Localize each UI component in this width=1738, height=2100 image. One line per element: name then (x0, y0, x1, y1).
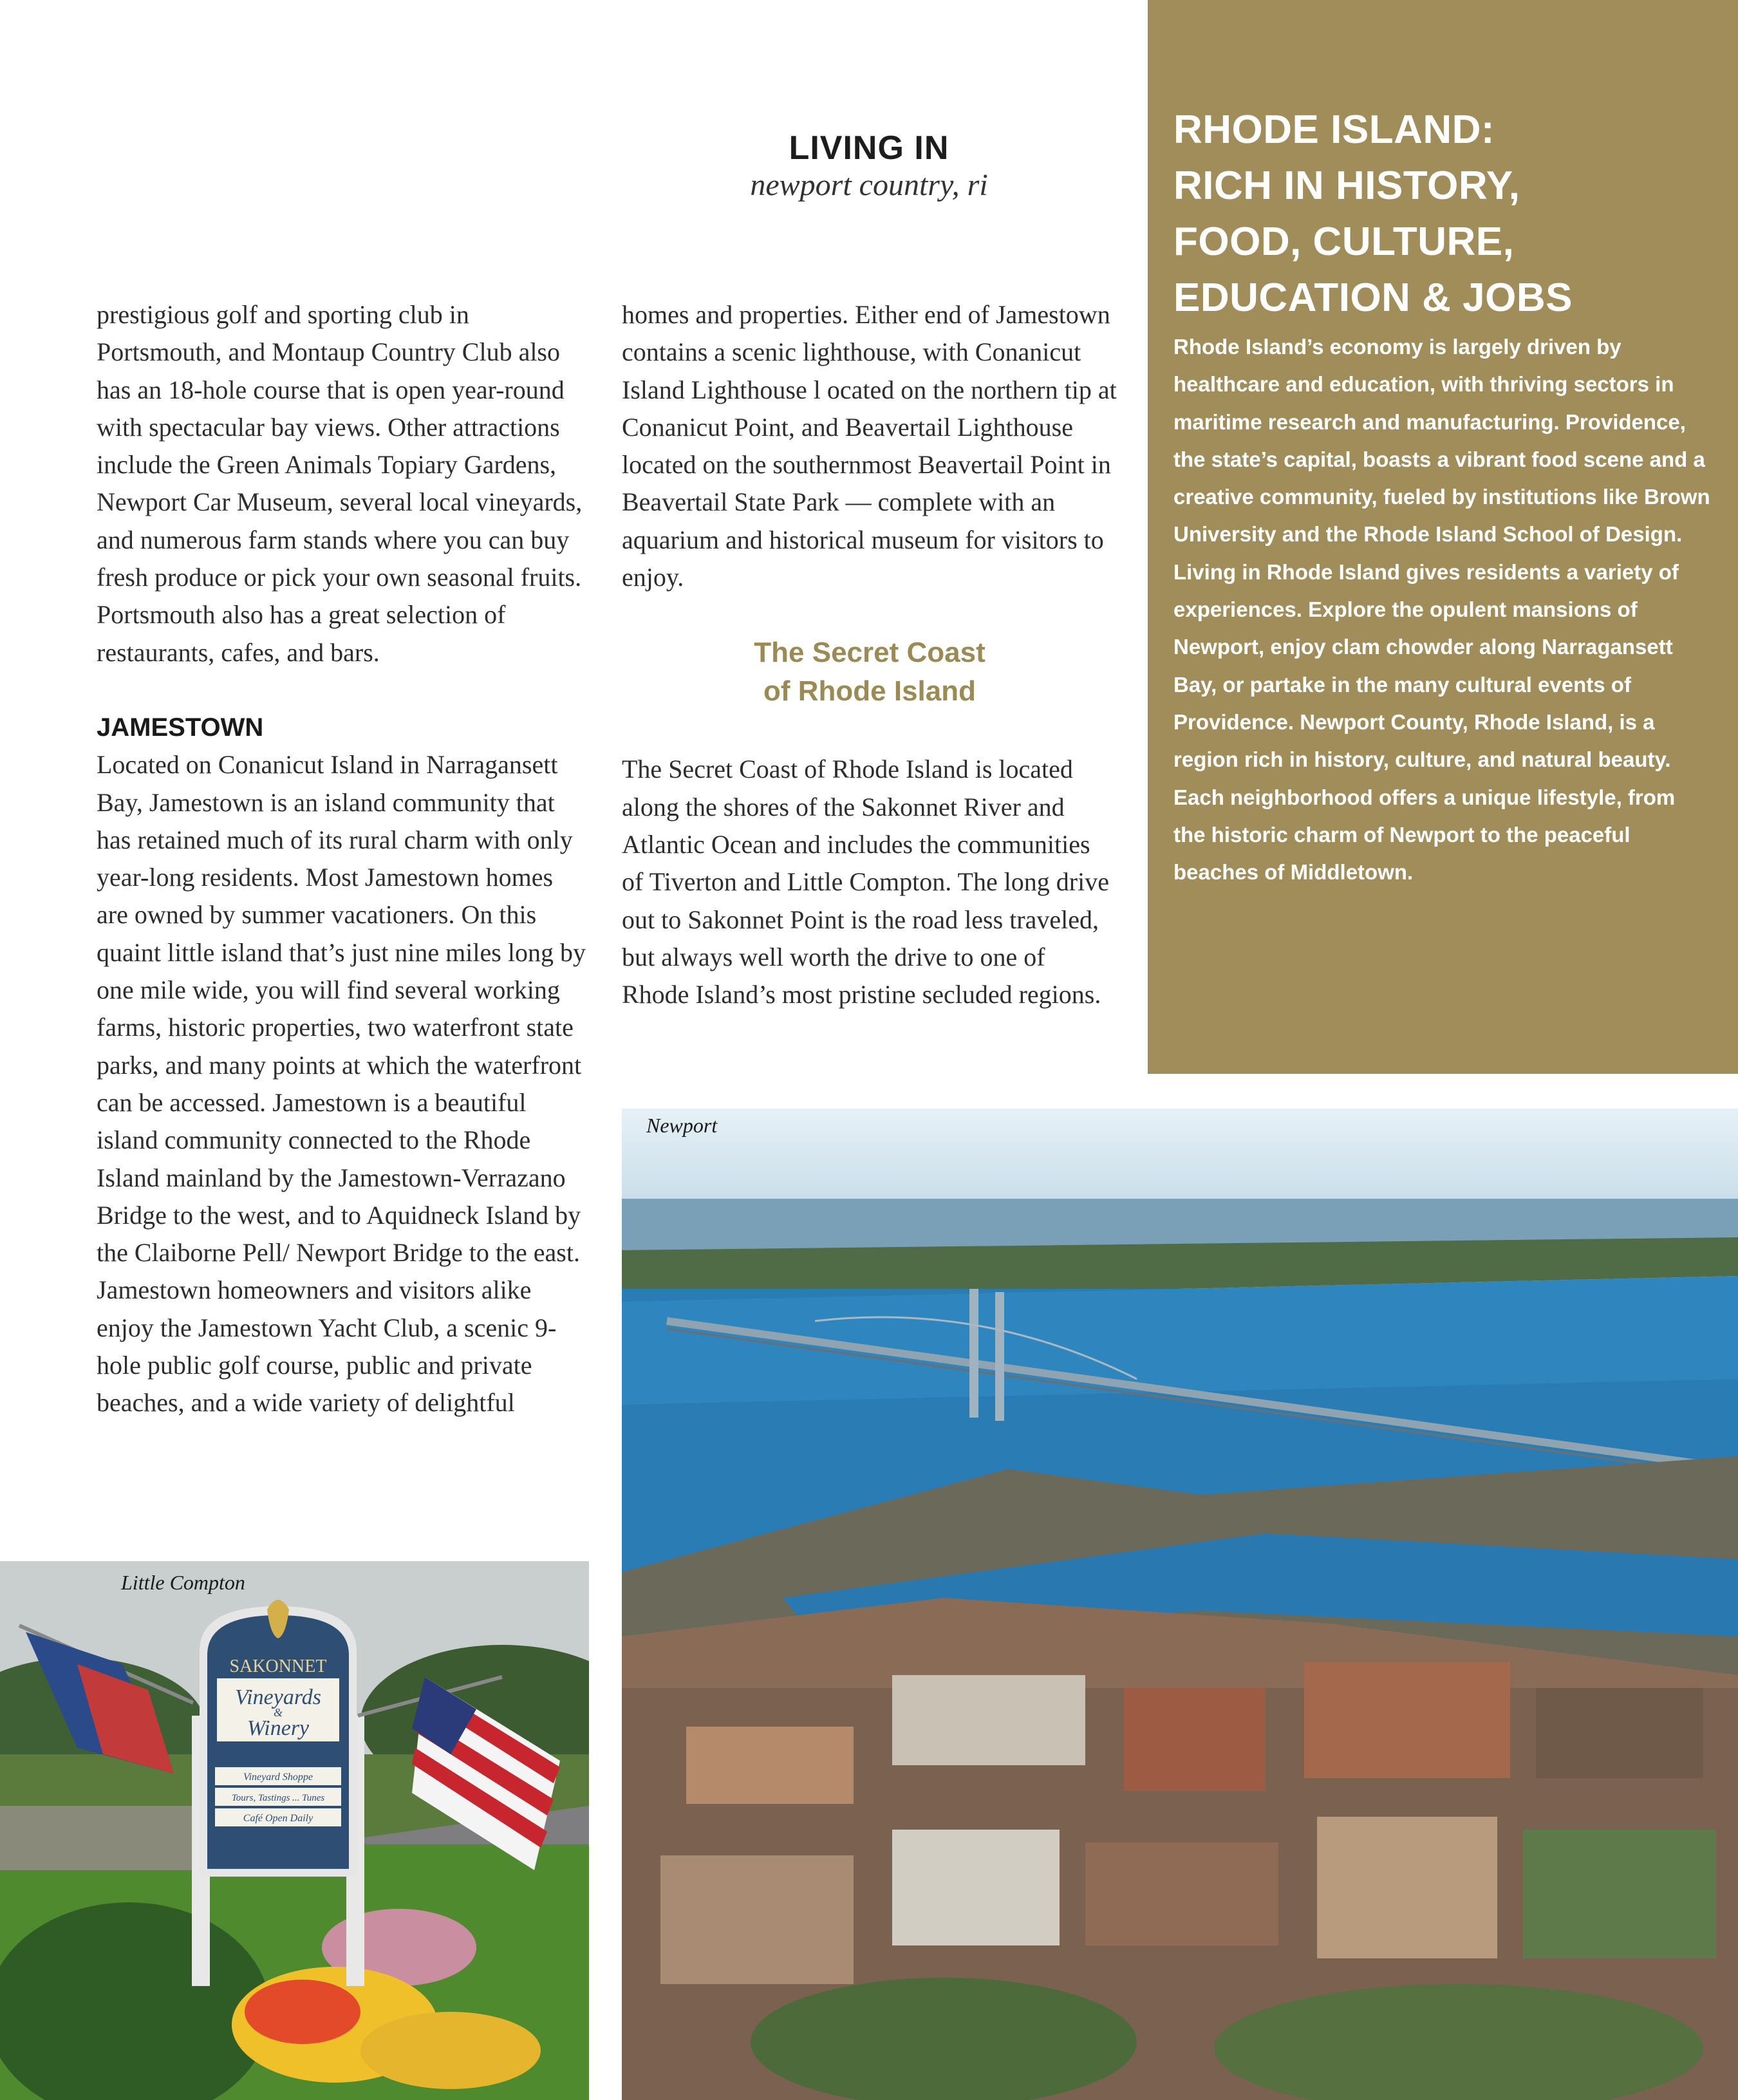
sidebar-box (1148, 0, 1738, 1074)
secret-coast-paragraph: The Secret Coast of Rhode Island is located along the shores of the Sakonnet River and Atlantic Ocean and includes the communities of Tiverton and Little Compton. The long drive out to Sakonnet Point is the road less traveled, but always well worth the drive to one of Rhode Island’s most pristine secluded regions. (622, 755, 1109, 1009)
header-title: LIVING IN (789, 129, 949, 167)
sidebar-title-line: RHODE ISLAND: (1173, 108, 1495, 152)
sign-plaque3: Café Open Daily (243, 1813, 313, 1824)
sign-line2: Winery (247, 1716, 310, 1740)
sidebar-title-line: RICH IN HISTORY, (1173, 164, 1520, 208)
sign-line1: Vineyards (234, 1685, 322, 1709)
sidebar-body: Rhode Island’s economy is largely driven by healthcare and education, with thriving sectors in maritime research and manufacturing. Providence, the state’s capital, boasts a vibrant food scene and a creative community, fueled by institutions like Brown University and the Rhode Island School of Design. Living in Rhode Island gives residents a variety of experiences. Explore the opulent mansions of Newport, enjoy clam chowder along Narragansett Bay, or partake in the many cultural events of Providence. Newport County, Rhode Island, is a region rich in history, culture, and natural beauty. Each neighborhood offers a unique lifestyle, from the historic charm of Newport to the peaceful beaches of Middletown. (1173, 335, 1710, 885)
jamestown-paragraph: Located on Conanicut Island in Narragansett Bay, Jamestown is an island community that has retained much of its rural charm with only year-long residents. Most Jamestown homes are owned by summer vacationers. On this quaint little island that’s just nine miles long by one mile wide, you will find several working farms, historic properties, two waterfront state parks, and many points at which the waterfront can be accessed. Jamestown is a beautiful island community connected to the Rhode Island mainland by the Jamestown-Verrazano Bridge to the west, and to Aquidneck Island by the Claiborne Pell/ Newport Bridge to the east. Jamestown homeowners and visitors alike enjoy the Jamestown Yacht Club, a scenic 9-hole public golf course, public and private beaches, and a wide variety of delightful (97, 750, 586, 1418)
newport-caption: Newport (646, 1114, 718, 1137)
header-subtitle: newport country, ri (750, 168, 988, 202)
lighthouse-paragraph: homes and properties. Either end of Jamestown contains a scenic lighthouse, with Conanicut Island Lighthouse l ocated on the northern tip at Conanicut Point, and Beavertail Lighthouse located on the southernmost Beavertail Point in Beavertail State Park — complete with an aquarium and historical museum for visitors to enjoy. (622, 300, 1117, 592)
jamestown-heading: JAMESTOWN (97, 713, 264, 742)
little-compton-photo (0, 1561, 589, 2100)
sign-plaque1: Vineyard Shoppe (243, 1772, 313, 1783)
secret-coast-heading (622, 633, 1117, 711)
newport-photo (622, 1109, 1738, 2100)
sign-plaque2: Tours, Tastings ... Tunes (231, 1793, 325, 1803)
secret-coast-heading-line1: The Secret Coast (754, 637, 986, 669)
text-column-middle (622, 296, 1117, 1013)
page-header (644, 129, 1094, 203)
sign-brand: SAKONNET (229, 1656, 327, 1676)
vineyard-sign-illustration (0, 1561, 589, 2100)
sidebar-title-line: EDUCATION & JOBS (1173, 276, 1573, 320)
newport-harbor-illustration (622, 1109, 1738, 2100)
sidebar-title (1173, 102, 1712, 326)
sign-amp: & (273, 1706, 283, 1719)
sidebar-title-line: FOOD, CULTURE, (1173, 220, 1515, 264)
little-compton-caption: Little Compton (121, 1571, 245, 1594)
portsmouth-paragraph: prestigious golf and sporting club in Portsmouth, and Montaup Country Club also has an 18-hole course that is open year-round with spectacular bay views. Other attractions include the Green Animals Topiary Gardens, Newport Car Museum, several local vineyards, and numerous farm stands where you can buy fresh produce or pick your own seasonal fruits. Portsmouth also has a great selection of restaurants, cafes, and bars. (97, 300, 583, 667)
secret-coast-heading-line2: of Rhode Island (763, 675, 976, 708)
text-column-left (97, 296, 586, 1422)
